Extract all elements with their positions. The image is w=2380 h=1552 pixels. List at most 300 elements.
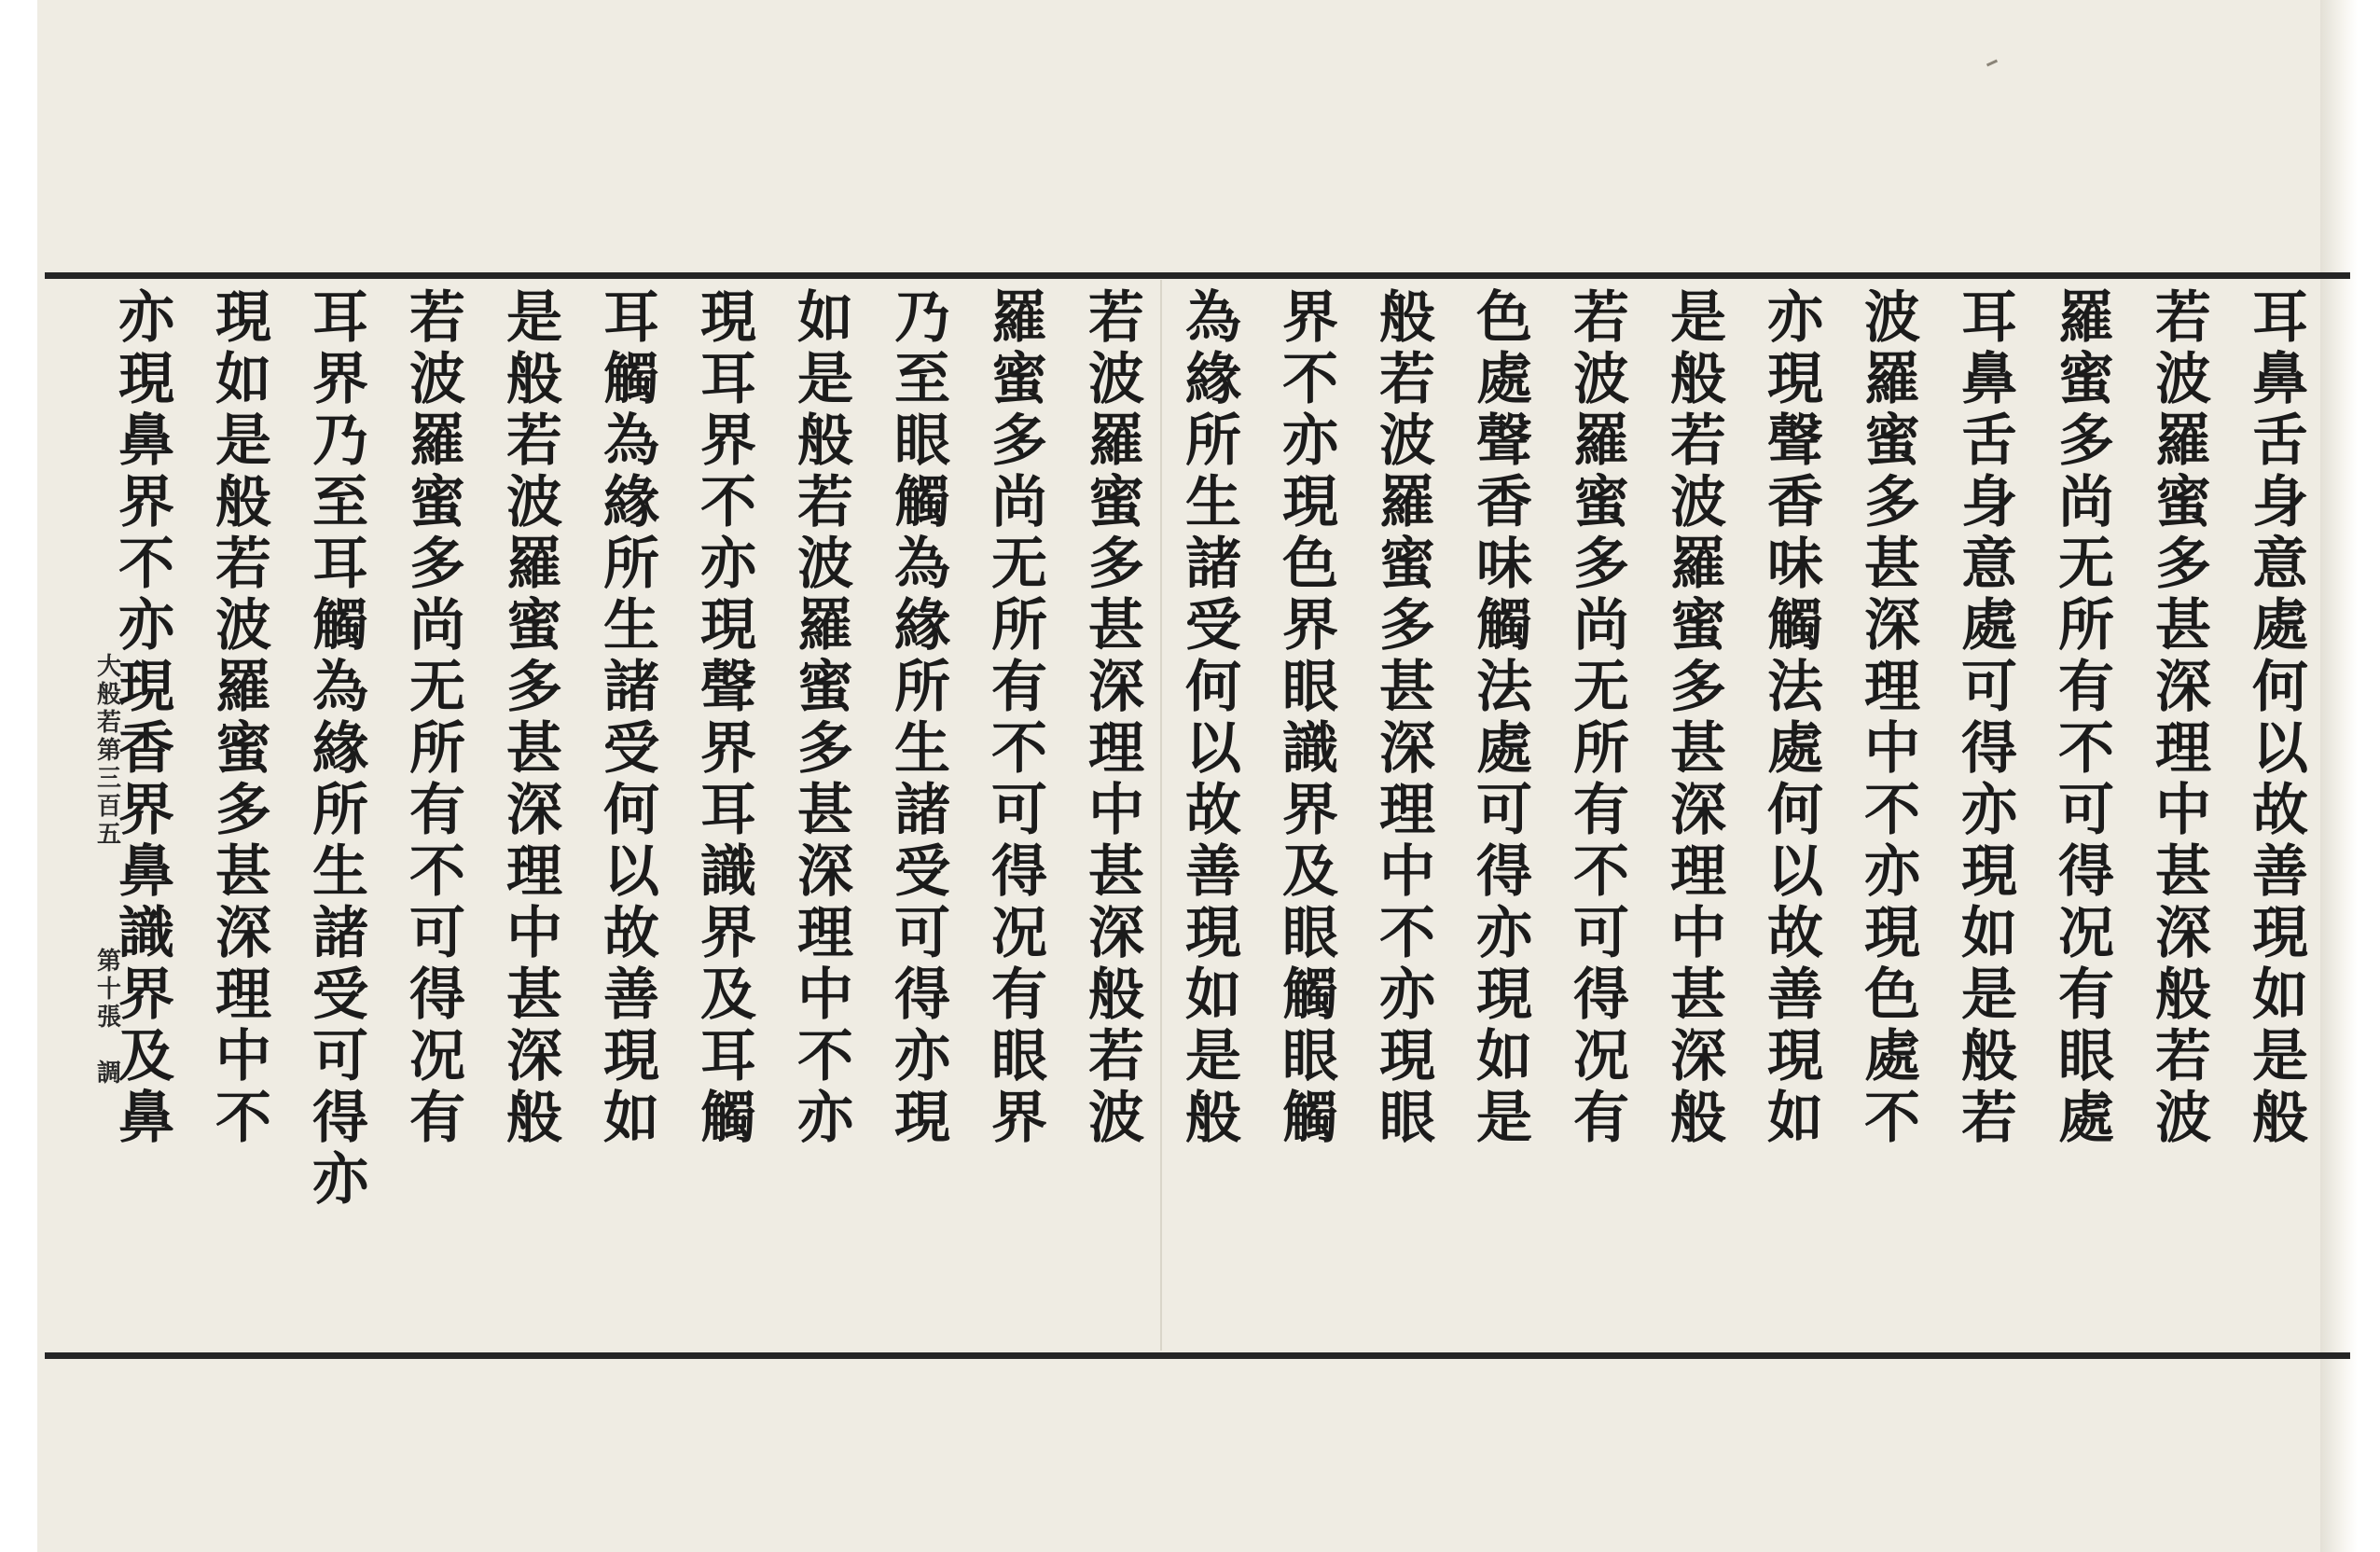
glyph: 觸 [312,593,368,658]
glyph: 耳 [700,1024,756,1089]
glyph: 般 [506,347,562,412]
glyph: 諸 [894,778,950,843]
glyph: 處 [1767,716,1823,782]
glyph: 羅 [1670,532,1726,597]
footer-glyph [93,1032,125,1060]
glyph: 不 [1282,347,1338,412]
text-column [1074,287,1158,1343]
glyph: 觸 [603,347,659,412]
footer-glyph: 五 [96,821,121,849]
glyph: 乃 [894,285,950,351]
glyph: 及 [118,1024,174,1089]
glyph: 蜜 [1379,532,1435,597]
glyph: 觸 [1767,593,1823,658]
glyph: 以 [2252,716,2308,782]
glyph: 不 [409,839,465,905]
glyph: 如 [603,1086,659,1151]
glyph: 香 [1476,470,1532,535]
glyph: 眼 [1282,655,1338,720]
glyph: 深 [506,1024,562,1089]
glyph: 現 [1961,839,2017,905]
glyph: 波 [2155,347,2211,412]
glyph: 緣 [894,593,950,658]
glyph: 若 [409,285,465,351]
glyph: 所 [991,593,1047,658]
glyph: 深 [506,778,562,843]
top-border-rule [45,272,2350,279]
footer-glyph: 調 [96,1060,121,1088]
glyph: 觸 [1282,963,1338,1028]
glyph: 現 [2252,901,2308,966]
glyph: 現 [700,285,756,351]
glyph: 諸 [1185,532,1241,597]
glyph: 有 [991,655,1047,720]
bottom-border-rule [45,1352,2350,1359]
glyph: 羅 [2058,285,2114,351]
glyph: 處 [2058,1086,2114,1151]
glyph: 乃 [312,409,368,474]
glyph: 深 [1379,716,1435,782]
glyph: 亦 [1961,778,2017,843]
glyph: 色 [1476,285,1532,351]
glyph: 波 [797,532,853,597]
glyph: 可 [1961,655,2017,720]
glyph: 緣 [603,470,659,535]
glyph: 故 [603,901,659,966]
glyph: 界 [118,963,174,1028]
glyph: 何 [603,778,659,843]
glyph: 多 [2155,532,2211,597]
glyph: 有 [2058,963,2114,1028]
glyph: 多 [797,716,853,782]
glyph: 不 [797,1024,853,1089]
glyph: 尚 [991,470,1047,535]
text-column [589,287,673,1343]
glyph: 羅 [1864,347,1920,412]
glyph: 般 [1185,1086,1241,1151]
footer-glyph: 三 [96,765,121,793]
text-column [1559,287,1643,1343]
glyph: 深 [2155,901,2211,966]
glyph: 處 [2252,593,2308,658]
glyph: 界 [312,347,368,412]
glyph: 是 [2252,1024,2308,1089]
glyph: 若 [2155,1024,2211,1089]
glyph: 法 [1767,655,1823,720]
glyph: 般 [2155,963,2211,1028]
glyph: 所 [894,655,950,720]
glyph: 及 [1282,839,1338,905]
glyph: 亦 [118,593,174,658]
glyph: 現 [700,593,756,658]
glyph: 多 [2058,409,2114,474]
glyph: 中 [1864,716,1920,782]
glyph: 不 [2058,716,2114,782]
glyph: 况 [1573,1024,1629,1089]
glyph: 以 [1185,716,1241,782]
footer-glyph: 大 [96,653,121,681]
glyph: 耳 [603,285,659,351]
glyph: 是 [797,347,853,412]
glyph: 深 [2155,655,2211,720]
glyph: 意 [2252,532,2308,597]
glyph: 為 [312,655,368,720]
glyph: 舌 [2252,409,2308,474]
glyph: 得 [1573,963,1629,1028]
glyph: 現 [1767,347,1823,412]
glyph: 理 [797,901,853,966]
glyph: 般 [506,1086,562,1151]
glyph: 處 [1476,347,1532,412]
glyph: 諸 [312,901,368,966]
glyph: 理 [215,963,271,1028]
glyph: 无 [991,532,1047,597]
glyph: 如 [1961,901,2017,966]
glyph: 鼻 [1961,347,2017,412]
glyph: 甚 [506,716,562,782]
glyph: 中 [215,1024,271,1089]
glyph: 波 [1670,470,1726,535]
glyph: 可 [2058,778,2114,843]
glyph: 如 [1476,1024,1532,1089]
glyph: 眼 [1282,901,1338,966]
glyph: 生 [894,716,950,782]
glyph: 現 [1476,963,1532,1028]
glyph: 味 [1767,532,1823,597]
glyph: 味 [1476,532,1532,597]
glyph: 識 [700,839,756,905]
glyph: 理 [1670,839,1726,905]
glyph: 羅 [991,285,1047,351]
glyph: 及 [700,963,756,1028]
glyph: 多 [991,409,1047,474]
glyph: 不 [1864,1086,1920,1151]
glyph: 般 [1961,1024,2017,1089]
glyph: 故 [2252,778,2308,843]
text-column [1850,287,1934,1343]
text-column [2238,287,2322,1343]
glyph: 所 [603,532,659,597]
footer-glyph: 般 [96,681,121,709]
glyph: 般 [215,470,271,535]
glyph: 蜜 [797,655,853,720]
glyph: 亦 [1864,839,1920,905]
glyph: 得 [312,1086,368,1151]
glyph: 多 [409,532,465,597]
footer-glyph: 張 [96,1004,121,1032]
glyph: 鼻 [118,839,174,905]
glyph: 甚 [215,839,271,905]
glyph: 波 [506,470,562,535]
text-column [395,287,479,1343]
glyph: 舌 [1961,409,2017,474]
glyph: 界 [1282,285,1338,351]
glyph: 深 [1088,655,1144,720]
glyph: 界 [1282,593,1338,658]
glyph: 善 [1767,963,1823,1028]
glyph: 多 [1670,655,1726,720]
glyph: 界 [1282,778,1338,843]
glyph: 耳 [700,347,756,412]
glyph: 界 [700,409,756,474]
glyph: 耳 [312,532,368,597]
text-column [977,287,1061,1343]
glyph: 諸 [603,655,659,720]
glyph: 多 [1379,593,1435,658]
glyph: 波 [2155,1086,2211,1151]
glyph: 般 [1670,347,1726,412]
glyph: 羅 [215,655,271,720]
glyph: 眼 [991,1024,1047,1089]
glyph: 若 [506,409,562,474]
glyph: 深 [1670,778,1726,843]
glyph: 可 [1573,901,1629,966]
glyph: 多 [1573,532,1629,597]
glyph: 甚 [1379,655,1435,720]
glyph: 所 [409,716,465,782]
glyph: 觸 [894,470,950,535]
glyph: 何 [2252,655,2308,720]
glyph: 耳 [1961,285,2017,351]
glyph: 受 [603,716,659,782]
glyph: 波 [1864,285,1920,351]
glyph: 可 [894,901,950,966]
glyph: 觸 [1282,1086,1338,1151]
text-column [298,287,382,1343]
glyph: 生 [603,593,659,658]
glyph: 波 [1379,409,1435,474]
text-column [1753,287,1837,1343]
glyph: 色 [1864,963,1920,1028]
glyph: 是 [215,409,271,474]
glyph: 聲 [700,655,756,720]
glyph: 界 [991,1086,1047,1151]
glyph: 觸 [700,1086,756,1151]
glyph: 若 [215,532,271,597]
glyph: 甚 [2155,593,2211,658]
footer-glyph: 若 [96,709,121,737]
glyph: 得 [991,839,1047,905]
glyph: 甚 [1088,839,1144,905]
glyph: 若 [1961,1086,2017,1151]
glyph: 理 [506,839,562,905]
text-column [1947,287,2031,1343]
glyph: 多 [506,655,562,720]
glyph: 所 [2058,593,2114,658]
glyph: 可 [1476,778,1532,843]
glyph: 耳 [700,778,756,843]
glyph: 况 [409,1024,465,1089]
glyph: 香 [118,716,174,782]
glyph: 中 [797,963,853,1028]
glyph: 有 [1573,1086,1629,1151]
text-column [2044,287,2128,1343]
glyph: 理 [1864,655,1920,720]
glyph: 亦 [1476,901,1532,966]
glyph: 以 [1767,839,1823,905]
glyph: 意 [1961,532,2017,597]
glyph: 眼 [1379,1086,1435,1151]
glyph: 蜜 [2155,470,2211,535]
glyph: 得 [894,963,950,1028]
glyph: 受 [894,839,950,905]
glyph: 界 [700,716,756,782]
glyph: 羅 [506,532,562,597]
glyph: 如 [1185,963,1241,1028]
glyph: 是 [1185,1024,1241,1089]
glyph: 不 [991,716,1047,782]
glyph: 現 [894,1086,950,1151]
glyph: 不 [118,532,174,597]
glyph: 深 [215,901,271,966]
glyph: 甚 [797,778,853,843]
glyph: 緣 [1185,347,1241,412]
glyph: 如 [215,347,271,412]
glyph: 中 [2155,778,2211,843]
footer-glyph: 第 [96,948,121,976]
glyph: 善 [2252,839,2308,905]
glyph: 般 [1379,285,1435,351]
glyph: 理 [2155,716,2211,782]
glyph: 深 [1670,1024,1726,1089]
glyph: 理 [1088,716,1144,782]
glyph: 理 [1379,778,1435,843]
glyph: 至 [894,347,950,412]
glyph: 若 [1573,285,1629,351]
footer-glyph: 十 [96,976,121,1004]
sutra-text-block [47,287,2322,1343]
glyph: 不 [700,470,756,535]
glyph: 波 [1573,347,1629,412]
glyph: 鼻 [118,1086,174,1151]
glyph: 多 [1864,470,1920,535]
text-column [783,287,867,1343]
glyph: 界 [118,778,174,843]
glyph: 不 [1573,839,1629,905]
glyph: 香 [1767,470,1823,535]
glyph: 深 [797,839,853,905]
glyph: 現 [1185,901,1241,966]
glyph: 深 [1864,593,1920,658]
glyph: 緣 [312,716,368,782]
glyph: 是 [1961,963,2017,1028]
glyph: 善 [603,963,659,1028]
glyph: 般 [1670,1086,1726,1151]
glyph: 識 [1282,716,1338,782]
glyph: 可 [991,778,1047,843]
glyph: 甚 [1088,593,1144,658]
glyph: 若 [2155,285,2211,351]
footer-glyph: 第 [96,737,121,765]
glyph: 如 [797,285,853,351]
glyph: 不 [1864,778,1920,843]
text-column [1268,287,1352,1343]
glyph: 中 [1670,901,1726,966]
glyph: 蜜 [1573,470,1629,535]
glyph: 蜜 [1670,593,1726,658]
glyph: 為 [894,532,950,597]
glyph: 所 [312,778,368,843]
glyph: 尚 [2058,470,2114,535]
glyph: 耳 [2252,285,2308,351]
glyph: 眼 [2058,1024,2114,1089]
glyph: 可 [312,1024,368,1089]
glyph: 况 [2058,901,2114,966]
glyph: 善 [1185,839,1241,905]
glyph: 生 [1185,470,1241,535]
glyph: 現 [1767,1024,1823,1089]
glyph: 甚 [1864,532,1920,597]
glyph: 身 [1961,470,2017,535]
glyph: 亦 [700,532,756,597]
glyph: 无 [2058,532,2114,597]
glyph: 若 [1670,409,1726,474]
glyph: 多 [1088,532,1144,597]
glyph: 為 [603,409,659,474]
glyph: 耳 [312,285,368,351]
glyph: 受 [312,963,368,1028]
glyph: 蜜 [409,470,465,535]
glyph: 不 [215,1086,271,1151]
glyph: 故 [1185,778,1241,843]
glyph: 波 [1088,1086,1144,1151]
glyph: 界 [118,470,174,535]
footer-page-number [93,948,125,1088]
glyph: 界 [700,901,756,966]
glyph: 識 [118,901,174,966]
glyph: 色 [1282,532,1338,597]
glyph: 般 [1088,963,1144,1028]
glyph: 蜜 [1088,470,1144,535]
glyph: 羅 [2155,409,2211,474]
glyph: 甚 [506,963,562,1028]
glyph: 中 [1088,778,1144,843]
glyph: 波 [1088,347,1144,412]
glyph: 何 [1185,655,1241,720]
glyph: 有 [1573,778,1629,843]
glyph: 是 [506,285,562,351]
glyph: 亦 [797,1086,853,1151]
glyph: 是 [1670,285,1726,351]
glyph: 有 [991,963,1047,1028]
glyph: 尚 [1573,593,1629,658]
glyph: 无 [409,655,465,720]
glyph: 現 [118,655,174,720]
glyph: 甚 [2155,839,2211,905]
glyph: 亦 [118,285,174,351]
glyph: 亦 [1379,963,1435,1028]
text-column [1462,287,1546,1343]
glyph: 羅 [797,593,853,658]
glyph: 如 [1767,1086,1823,1151]
glyph: 是 [1476,1086,1532,1151]
glyph: 受 [1185,593,1241,658]
glyph: 亦 [894,1024,950,1089]
glyph: 如 [2252,963,2308,1028]
glyph: 聲 [1767,409,1823,474]
glyph: 深 [1088,901,1144,966]
glyph: 甚 [1670,963,1726,1028]
glyph: 亦 [1282,409,1338,474]
text-column [2141,287,2225,1343]
glyph: 蜜 [215,716,271,782]
glyph: 中 [506,901,562,966]
glyph: 羅 [409,409,465,474]
glyph: 般 [797,409,853,474]
glyph: 所 [1185,409,1241,474]
glyph: 有 [409,778,465,843]
glyph: 不 [1379,901,1435,966]
